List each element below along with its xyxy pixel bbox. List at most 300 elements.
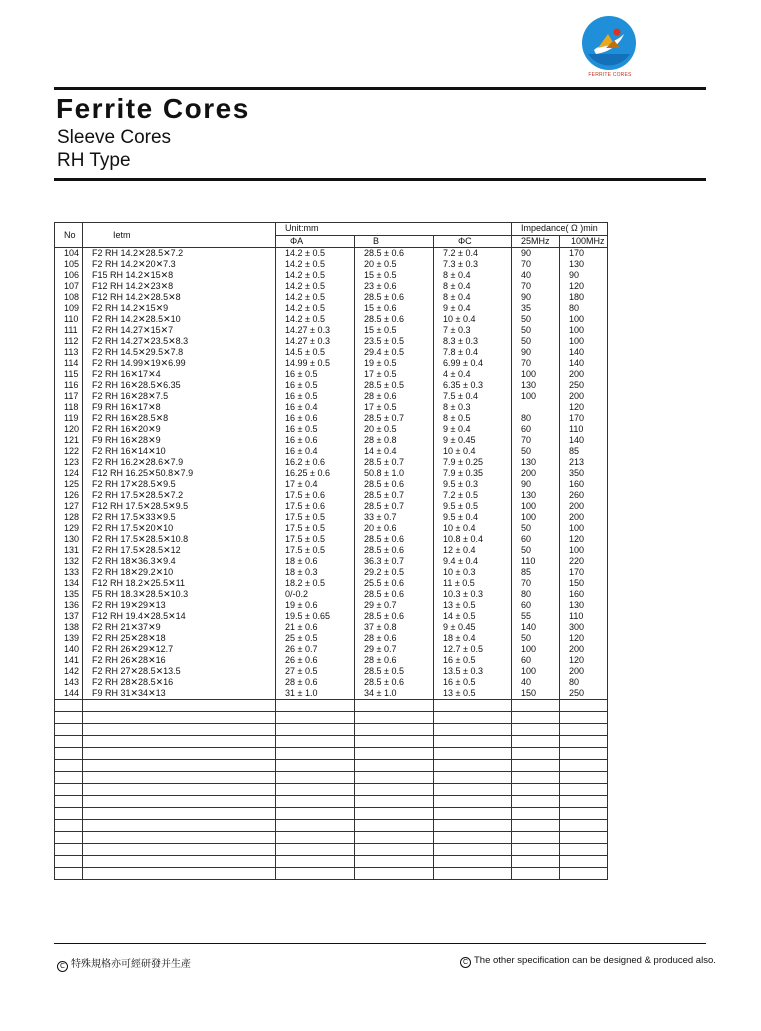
cell-25mhz: 130	[512, 380, 560, 391]
cell-dim-c: 10 ± 0.3	[434, 567, 512, 578]
cell-100mhz: 200	[560, 369, 608, 380]
table-row	[55, 402, 608, 413]
empty-cell	[55, 856, 83, 868]
cell-25mhz: 100	[512, 512, 560, 523]
cell-item: F2 RH 14.27✕23.5✕8.3	[83, 336, 276, 347]
cell-item: F2 RH 27✕28.5✕13.5	[83, 666, 276, 677]
empty-cell	[512, 856, 560, 868]
cell-no: 128	[55, 512, 83, 523]
cell-item: F12 RH 19.4✕28.5✕14	[83, 611, 276, 622]
cell-100mhz: 350	[560, 468, 608, 479]
empty-cell	[276, 868, 355, 880]
cell-100mhz: 120	[560, 655, 608, 666]
cell-100mhz: 150	[560, 578, 608, 589]
table-row	[55, 523, 608, 534]
cell-25mhz: 50	[512, 325, 560, 336]
cell-no: 113	[55, 347, 83, 358]
cell-dim-b: 15 ± 0.6	[355, 303, 434, 314]
cell-25mhz: 90	[512, 292, 560, 303]
table-row	[55, 512, 608, 523]
cell-dim-c: 10.3 ± 0.3	[434, 589, 512, 600]
cell-dim-c: 16 ± 0.5	[434, 655, 512, 666]
empty-cell	[355, 868, 434, 880]
cell-100mhz: 140	[560, 435, 608, 446]
empty-cell	[434, 856, 512, 868]
empty-cell	[83, 868, 276, 880]
cell-dim-b: 15 ± 0.5	[355, 270, 434, 281]
empty-table-row	[55, 700, 608, 712]
empty-cell	[512, 796, 560, 808]
cell-100mhz: 100	[560, 325, 608, 336]
cell-dim-b: 28.5 ± 0.7	[355, 501, 434, 512]
cell-dim-b: 28.5 ± 0.6	[355, 589, 434, 600]
empty-table-row	[55, 784, 608, 796]
cell-no: 140	[55, 644, 83, 655]
cell-item: F2 RH 17.5✕28.5✕12	[83, 545, 276, 556]
cell-dim-a: 26 ± 0.6	[276, 655, 355, 666]
spec-table	[54, 222, 608, 880]
cell-item: F2 RH 26✕28✕16	[83, 655, 276, 666]
cell-25mhz: 60	[512, 424, 560, 435]
table-row	[55, 611, 608, 622]
cell-25mhz: 50	[512, 446, 560, 457]
cell-item: F12 RH 17.5✕28.5✕9.5	[83, 501, 276, 512]
empty-cell	[560, 844, 608, 856]
cell-dim-a: 0/-0.2	[276, 589, 355, 600]
cell-item: F5 RH 18.3✕28.5✕10.3	[83, 589, 276, 600]
cell-item: F2 RH 17.5✕33✕9.5	[83, 512, 276, 523]
cell-dim-c: 7.9 ± 0.25	[434, 457, 512, 468]
cell-dim-c: 6.99 ± 0.4	[434, 358, 512, 369]
empty-cell	[55, 820, 83, 832]
table-row	[55, 479, 608, 490]
cell-100mhz: 250	[560, 688, 608, 700]
cell-25mhz: 70	[512, 358, 560, 369]
empty-cell	[276, 724, 355, 736]
cell-dim-a: 17.5 ± 0.5	[276, 523, 355, 534]
empty-cell	[434, 784, 512, 796]
cell-dim-a: 17 ± 0.4	[276, 479, 355, 490]
cell-dim-c: 8 ± 0.4	[434, 270, 512, 281]
cell-dim-a: 18 ± 0.6	[276, 556, 355, 567]
cell-100mhz: 170	[560, 248, 608, 260]
cell-100mhz: 200	[560, 666, 608, 677]
empty-cell	[512, 724, 560, 736]
cell-dim-a: 26 ± 0.7	[276, 644, 355, 655]
cell-dim-b: 17 ± 0.5	[355, 369, 434, 380]
cell-25mhz: 70	[512, 578, 560, 589]
empty-cell	[83, 856, 276, 868]
cell-dim-c: 4 ± 0.4	[434, 369, 512, 380]
cell-item: F2 RH 19✕29✕13	[83, 600, 276, 611]
table-row	[55, 391, 608, 402]
cell-dim-b: 34 ± 1.0	[355, 688, 434, 700]
cell-dim-a: 19.5 ± 0.65	[276, 611, 355, 622]
cell-dim-b: 28 ± 0.8	[355, 435, 434, 446]
cell-item: F2 RH 14.2✕28.5✕7.2	[83, 248, 276, 260]
cell-100mhz: 120	[560, 402, 608, 413]
cell-dim-b: 19 ± 0.5	[355, 358, 434, 369]
empty-cell	[560, 772, 608, 784]
empty-cell	[512, 772, 560, 784]
table-row	[55, 578, 608, 589]
cell-dim-a: 25 ± 0.5	[276, 633, 355, 644]
cell-item: F2 RH 16✕28✕7.5	[83, 391, 276, 402]
cell-dim-a: 17.5 ± 0.6	[276, 490, 355, 501]
cell-dim-c: 8 ± 0.4	[434, 281, 512, 292]
cell-100mhz: 180	[560, 292, 608, 303]
empty-table-row	[55, 724, 608, 736]
empty-cell	[276, 856, 355, 868]
table-row	[55, 413, 608, 424]
empty-cell	[83, 724, 276, 736]
cell-100mhz: 213	[560, 457, 608, 468]
cell-item: F12 RH 18.2✕25.5✕11	[83, 578, 276, 589]
cell-25mhz: 50	[512, 545, 560, 556]
table-row	[55, 567, 608, 578]
empty-cell	[55, 772, 83, 784]
empty-cell	[512, 808, 560, 820]
table-row	[55, 633, 608, 644]
cell-no: 135	[55, 589, 83, 600]
cell-100mhz: 200	[560, 391, 608, 402]
cell-dim-b: 28.5 ± 0.5	[355, 666, 434, 677]
cell-dim-a: 14.99 ± 0.5	[276, 358, 355, 369]
cell-item: F2 RH 16✕14✕10	[83, 446, 276, 457]
cell-100mhz: 90	[560, 270, 608, 281]
cell-25mhz: 70	[512, 435, 560, 446]
table-row	[55, 468, 608, 479]
empty-cell	[512, 820, 560, 832]
header-item: Ietm	[83, 223, 276, 248]
cell-dim-b: 28.5 ± 0.6	[355, 292, 434, 303]
cell-100mhz: 140	[560, 358, 608, 369]
cell-item: F2 RH 28✕28.5✕16	[83, 677, 276, 688]
empty-cell	[55, 700, 83, 712]
table-row	[55, 380, 608, 391]
cell-25mhz: 60	[512, 534, 560, 545]
cell-dim-c: 13 ± 0.5	[434, 600, 512, 611]
table-row	[55, 622, 608, 633]
empty-cell	[560, 736, 608, 748]
cell-no: 127	[55, 501, 83, 512]
cell-25mhz: 130	[512, 490, 560, 501]
cell-dim-a: 14.2 ± 0.5	[276, 303, 355, 314]
cell-no: 138	[55, 622, 83, 633]
empty-cell	[512, 736, 560, 748]
cell-dim-a: 17.5 ± 0.5	[276, 512, 355, 523]
empty-cell	[83, 712, 276, 724]
cell-dim-a: 18.2 ± 0.5	[276, 578, 355, 589]
spec-table-body	[55, 248, 608, 880]
cell-item: F2 RH 18✕36.3✕9.4	[83, 556, 276, 567]
cell-100mhz: 140	[560, 347, 608, 358]
cell-dim-a: 21 ± 0.6	[276, 622, 355, 633]
empty-cell	[276, 820, 355, 832]
cell-25mhz: 200	[512, 468, 560, 479]
cell-no: 104	[55, 248, 83, 260]
cell-dim-b: 28 ± 0.6	[355, 655, 434, 666]
cell-dim-a: 14.2 ± 0.5	[276, 248, 355, 260]
cell-dim-c: 9 ± 0.45	[434, 622, 512, 633]
cell-no: 142	[55, 666, 83, 677]
empty-cell	[55, 724, 83, 736]
empty-cell	[512, 868, 560, 880]
cell-dim-c: 8 ± 0.3	[434, 402, 512, 413]
cell-100mhz: 200	[560, 644, 608, 655]
cell-dim-c: 6.35 ± 0.3	[434, 380, 512, 391]
cell-dim-b: 37 ± 0.8	[355, 622, 434, 633]
cell-no: 108	[55, 292, 83, 303]
cell-100mhz: 250	[560, 380, 608, 391]
cell-no: 115	[55, 369, 83, 380]
empty-table-row	[55, 808, 608, 820]
cell-item: F2 RH 16.2✕28.6✕7.9	[83, 457, 276, 468]
cell-dim-c: 11 ± 0.5	[434, 578, 512, 589]
empty-cell	[434, 772, 512, 784]
table-row	[55, 490, 608, 501]
cell-100mhz: 170	[560, 413, 608, 424]
table-row	[55, 457, 608, 468]
empty-cell	[434, 832, 512, 844]
cell-dim-c: 13.5 ± 0.3	[434, 666, 512, 677]
cell-100mhz: 160	[560, 479, 608, 490]
cell-item: F2 RH 25✕28✕18	[83, 633, 276, 644]
empty-cell	[434, 760, 512, 772]
empty-cell	[434, 820, 512, 832]
cell-item: F2 RH 18✕29.2✕10	[83, 567, 276, 578]
cell-no: 110	[55, 314, 83, 325]
empty-cell	[55, 868, 83, 880]
cell-dim-c: 18 ± 0.4	[434, 633, 512, 644]
cell-100mhz: 100	[560, 336, 608, 347]
header-25mhz: 25MHz	[512, 235, 560, 248]
cell-dim-c: 8.3 ± 0.3	[434, 336, 512, 347]
empty-table-row	[55, 868, 608, 880]
empty-cell	[276, 784, 355, 796]
empty-cell	[83, 844, 276, 856]
header-dim-b: B	[355, 235, 434, 248]
table-row	[55, 644, 608, 655]
empty-cell	[355, 724, 434, 736]
cell-dim-a: 16.25 ± 0.6	[276, 468, 355, 479]
cell-dim-a: 16.2 ± 0.6	[276, 457, 355, 468]
cell-dim-c: 13 ± 0.5	[434, 688, 512, 700]
cell-dim-c: 16 ± 0.5	[434, 677, 512, 688]
empty-cell	[55, 748, 83, 760]
cell-item: F2 RH 16✕28.5✕6.35	[83, 380, 276, 391]
empty-cell	[434, 796, 512, 808]
cell-no: 121	[55, 435, 83, 446]
empty-table-row	[55, 736, 608, 748]
cell-no: 124	[55, 468, 83, 479]
cell-dim-b: 20 ± 0.5	[355, 424, 434, 435]
empty-cell	[276, 712, 355, 724]
cell-25mhz: 90	[512, 248, 560, 260]
cell-100mhz: 200	[560, 501, 608, 512]
cell-dim-a: 16 ± 0.5	[276, 369, 355, 380]
cell-dim-b: 50.8 ± 1.0	[355, 468, 434, 479]
cell-dim-c: 7 ± 0.3	[434, 325, 512, 336]
cell-dim-c: 10 ± 0.4	[434, 523, 512, 534]
table-row	[55, 589, 608, 600]
cell-dim-a: 18 ± 0.3	[276, 567, 355, 578]
cell-dim-c: 9.4 ± 0.4	[434, 556, 512, 567]
cell-100mhz: 100	[560, 545, 608, 556]
empty-cell	[55, 712, 83, 724]
cell-dim-b: 14 ± 0.4	[355, 446, 434, 457]
cell-dim-c: 9 ± 0.4	[434, 424, 512, 435]
cell-100mhz: 130	[560, 259, 608, 270]
cell-item: F9 RH 16✕17✕8	[83, 402, 276, 413]
cell-25mhz: 100	[512, 666, 560, 677]
cell-dim-c: 10 ± 0.4	[434, 446, 512, 457]
header-100mhz: 100MHz	[560, 235, 608, 248]
table-row	[55, 600, 608, 611]
empty-cell	[512, 760, 560, 772]
empty-cell	[355, 832, 434, 844]
empty-table-row	[55, 760, 608, 772]
cell-no: 116	[55, 380, 83, 391]
empty-cell	[434, 736, 512, 748]
logo-caption: FERRITE CORES	[588, 72, 632, 78]
cell-25mhz: 50	[512, 633, 560, 644]
empty-cell	[83, 736, 276, 748]
empty-cell	[355, 700, 434, 712]
cell-25mhz: 40	[512, 677, 560, 688]
empty-table-row	[55, 748, 608, 760]
empty-cell	[560, 784, 608, 796]
empty-cell	[83, 700, 276, 712]
cell-dim-c: 8 ± 0.5	[434, 413, 512, 424]
copyright-icon: C	[57, 961, 68, 972]
cell-no: 114	[55, 358, 83, 369]
empty-cell	[55, 844, 83, 856]
cell-dim-c: 12.7 ± 0.5	[434, 644, 512, 655]
cell-dim-b: 28.5 ± 0.6	[355, 314, 434, 325]
cell-dim-b: 29 ± 0.7	[355, 644, 434, 655]
empty-cell	[512, 844, 560, 856]
cell-dim-b: 28 ± 0.6	[355, 633, 434, 644]
empty-cell	[560, 856, 608, 868]
table-row	[55, 369, 608, 380]
cell-dim-b: 33 ± 0.7	[355, 512, 434, 523]
empty-cell	[276, 736, 355, 748]
cell-dim-a: 16 ± 0.4	[276, 402, 355, 413]
empty-cell	[55, 796, 83, 808]
empty-cell	[55, 760, 83, 772]
empty-cell	[355, 712, 434, 724]
cell-no: 112	[55, 336, 83, 347]
empty-cell	[434, 868, 512, 880]
cell-no: 106	[55, 270, 83, 281]
cell-dim-a: 14.27 ± 0.3	[276, 325, 355, 336]
cell-no: 137	[55, 611, 83, 622]
cell-25mhz: 100	[512, 644, 560, 655]
empty-cell	[434, 808, 512, 820]
empty-cell	[83, 760, 276, 772]
empty-cell	[560, 868, 608, 880]
cell-dim-a: 17.5 ± 0.6	[276, 501, 355, 512]
cell-100mhz: 170	[560, 567, 608, 578]
cell-no: 132	[55, 556, 83, 567]
table-row	[55, 677, 608, 688]
cell-no: 117	[55, 391, 83, 402]
table-row	[55, 314, 608, 325]
header-impedance: Impedance( Ω )min	[512, 223, 608, 236]
empty-cell	[276, 748, 355, 760]
empty-cell	[355, 844, 434, 856]
cell-dim-b: 28.5 ± 0.6	[355, 677, 434, 688]
empty-cell	[83, 796, 276, 808]
cell-no: 143	[55, 677, 83, 688]
cell-item: F2 RH 14.2✕15✕9	[83, 303, 276, 314]
cell-25mhz: 130	[512, 457, 560, 468]
cell-item: F2 RH 17.5✕28.5✕10.8	[83, 534, 276, 545]
cell-dim-b: 28.5 ± 0.6	[355, 611, 434, 622]
cell-100mhz: 200	[560, 512, 608, 523]
empty-cell	[55, 784, 83, 796]
page-subtitle-type: RH Type	[57, 150, 131, 171]
cell-item: F9 RH 31✕34✕13	[83, 688, 276, 700]
cell-dim-c: 7.2 ± 0.4	[434, 248, 512, 260]
empty-cell	[355, 796, 434, 808]
empty-cell	[276, 844, 355, 856]
cell-no: 105	[55, 259, 83, 270]
cell-25mhz: 55	[512, 611, 560, 622]
cell-100mhz: 300	[560, 622, 608, 633]
cell-no: 125	[55, 479, 83, 490]
empty-cell	[83, 820, 276, 832]
cell-dim-b: 23 ± 0.6	[355, 281, 434, 292]
cell-dim-b: 28 ± 0.6	[355, 391, 434, 402]
cell-dim-b: 28.5 ± 0.6	[355, 534, 434, 545]
cell-dim-b: 28.5 ± 0.6	[355, 545, 434, 556]
header-bottom-rule	[54, 178, 706, 181]
empty-cell	[83, 772, 276, 784]
cell-25mhz: 35	[512, 303, 560, 314]
cell-item: F2 RH 16✕28.5✕8	[83, 413, 276, 424]
empty-cell	[355, 784, 434, 796]
cell-25mhz: 50	[512, 314, 560, 325]
cell-item: F2 RH 14.99✕19✕6.99	[83, 358, 276, 369]
cell-dim-b: 20 ± 0.5	[355, 259, 434, 270]
company-logo-icon	[580, 14, 638, 76]
empty-cell	[83, 784, 276, 796]
cell-25mhz: 90	[512, 347, 560, 358]
empty-cell	[560, 832, 608, 844]
cell-item: F2 RH 16✕20✕9	[83, 424, 276, 435]
table-row	[55, 501, 608, 512]
cell-25mhz: 90	[512, 479, 560, 490]
cell-dim-c: 12 ± 0.4	[434, 545, 512, 556]
cell-no: 133	[55, 567, 83, 578]
empty-cell	[355, 856, 434, 868]
cell-dim-b: 17 ± 0.5	[355, 402, 434, 413]
cell-25mhz: 60	[512, 655, 560, 666]
table-row	[55, 688, 608, 700]
cell-25mhz: 100	[512, 501, 560, 512]
table-row	[55, 534, 608, 545]
cell-100mhz: 220	[560, 556, 608, 567]
cell-100mhz: 80	[560, 677, 608, 688]
cell-item: F2 RH 26✕29✕12.7	[83, 644, 276, 655]
cell-100mhz: 110	[560, 424, 608, 435]
empty-cell	[276, 832, 355, 844]
table-row	[55, 655, 608, 666]
footer-note-english	[460, 955, 716, 968]
cell-item: F2 RH 16✕17✕4	[83, 369, 276, 380]
